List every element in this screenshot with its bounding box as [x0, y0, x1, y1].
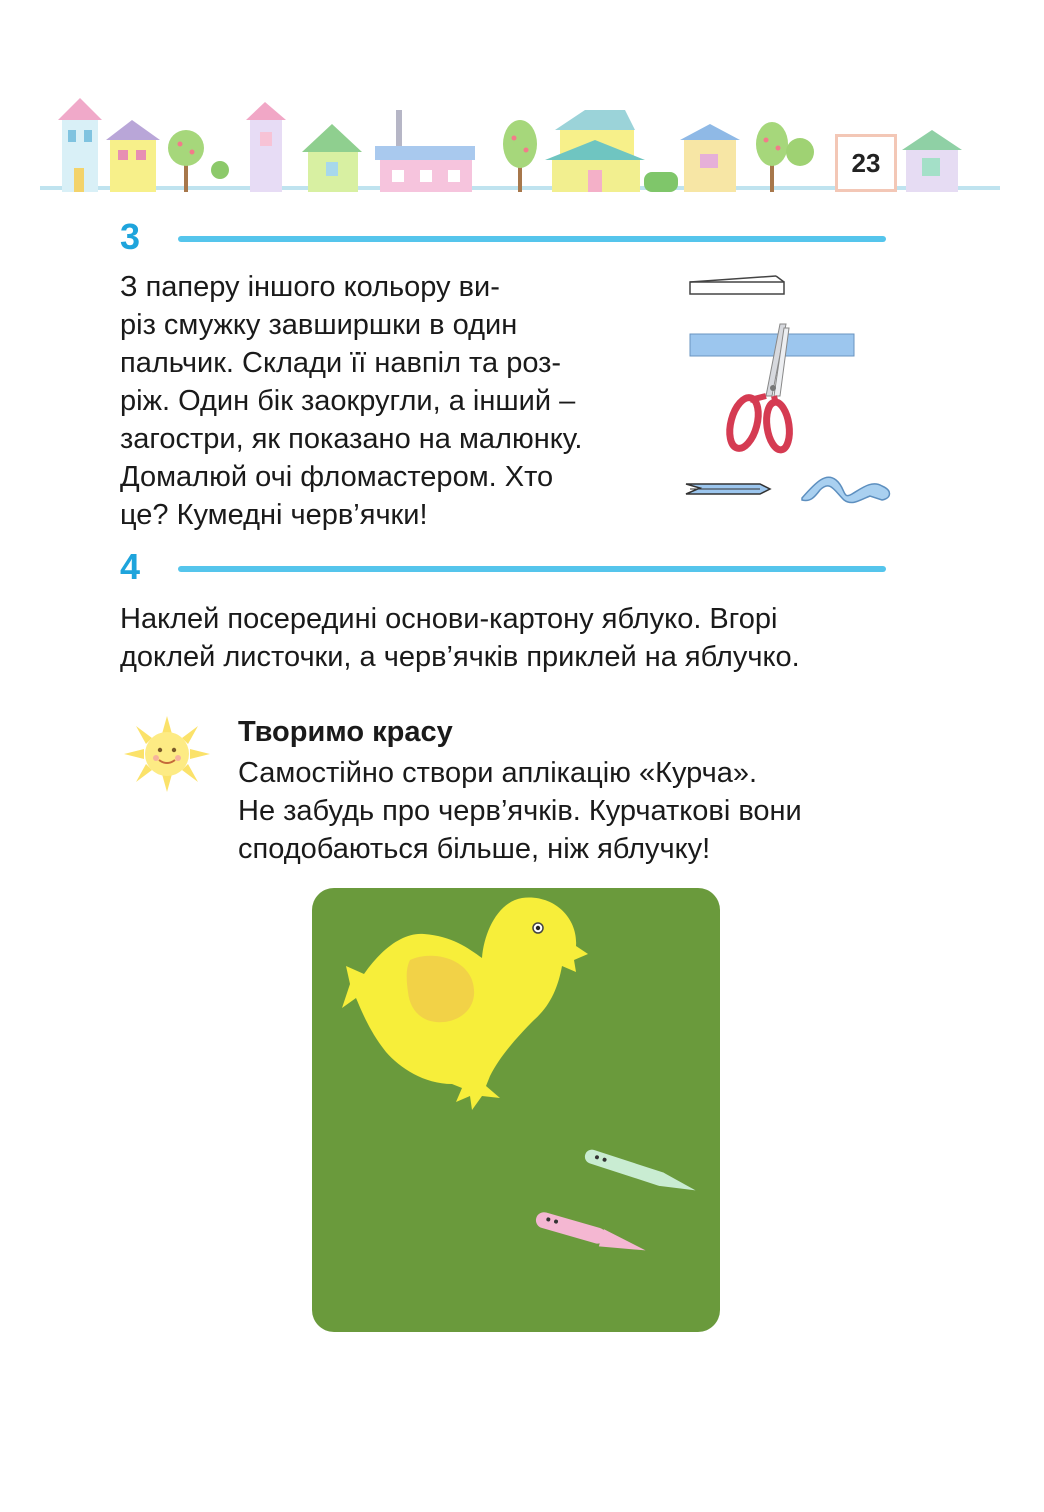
step-3-line: загостри, як показано на малюнку. [120, 423, 583, 455]
step-3-instructions [120, 268, 636, 534]
step-divider-4 [178, 566, 886, 572]
step-number-4: 4 [120, 546, 141, 587]
creative-task-title: Творимо красу [238, 716, 453, 748]
folded-strip-icon [690, 276, 784, 294]
paper-worm-icon [802, 477, 890, 502]
green-worm [583, 1148, 698, 1197]
chick-applique-illustration [312, 888, 720, 1332]
step-3-line: це? Кумедні черв’ячки! [120, 499, 428, 531]
cut-strip-icon [686, 484, 770, 494]
step-4-instructions [120, 600, 900, 676]
step-4-line: Наклей посередині основи-картону яблуко. Вгорі [120, 603, 778, 635]
creative-task-line: сподобаються більше, ніж яблучку! [238, 833, 711, 865]
step-3-line: З паперу іншого кольору ви- [120, 271, 500, 303]
step-number-3: 3 [120, 216, 141, 257]
paper-strip-cutting-illustration [676, 268, 906, 518]
sun-icon [124, 716, 210, 792]
step-divider-3 [178, 236, 886, 242]
step-3-line: Домалюй очі фломастером. Хто [120, 461, 554, 493]
step-4-line: доклей листочки, а черв’ячків приклей на яблучко. [120, 641, 800, 673]
page-number: 23 [835, 134, 897, 192]
step-3-line: різ смужку завширшки в один [120, 309, 518, 341]
step-3-line: ріж. Один бік заокругли, а інший – [120, 385, 576, 417]
chick-applique-photo [312, 888, 720, 1332]
blue-strip-icon [690, 334, 854, 356]
creative-task-text [238, 754, 886, 868]
pink-worm [533, 1210, 648, 1259]
creative-task-line: Не забудь про черв’ячків. Курчаткові вони [238, 795, 802, 827]
step-3-line: пальчик. Склади її навпіл та роз- [120, 347, 562, 379]
creative-task-line: Самостійно створи аплікацію «Курча». [238, 757, 758, 789]
